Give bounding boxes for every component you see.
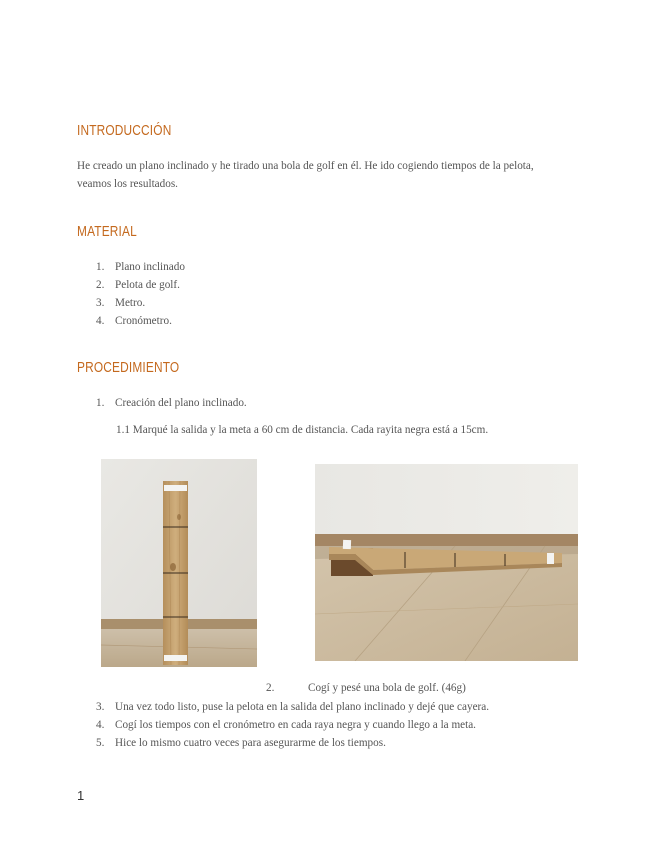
material-list [77,258,185,330]
list-number: 4. [96,315,105,327]
procedure-step-2 [266,682,466,694]
photo-vertical-board [101,459,257,667]
list-number: 5. [96,737,105,749]
list-item [77,698,489,716]
procedure-substep: 1.1 Marqué la salida y la meta a 60 cm de distancia. Cada rayita negra está a 15cm. [116,424,489,436]
procedure-step-1 [77,394,247,412]
list-text: Cogí los tiempos con el cronómetro en cada raya negra y cuando llego a la meta. [115,719,476,731]
list-text: Creación del plano inclinado. [115,397,247,409]
intro-heading: INTRODUCCIÓN [77,123,172,139]
intro-line-1: He creado un plano inclinado y he tirado una bola de golf en él. He ido cogiendo tiempos de la pelota, [77,160,534,172]
list-item [77,258,185,276]
vertical-board-image [101,459,257,667]
list-number: 3. [96,701,105,713]
list-text: Pelota de golf. [115,279,180,291]
list-text: Cogí y pesé una bola de golf. (46g) [308,682,466,694]
list-item [77,276,185,294]
intro-line-2: veamos los resultados. [77,178,178,190]
material-heading: MATERIAL [77,224,137,240]
list-text: Plano inclinado [115,261,185,273]
list-text: Una vez todo listo, puse la pelota en la salida del plano inclinado y dejé que cayera. [115,701,490,713]
inclined-plane-image [315,464,578,661]
list-number: 2. [266,682,275,694]
list-number: 2. [96,279,105,291]
list-number: 3. [96,297,105,309]
list-number: 4. [96,719,105,731]
list-number: 1. [96,397,105,409]
procedure-steps-list [77,698,489,752]
photo-inclined-plane [315,464,578,661]
list-item [77,312,185,330]
list-item [77,294,185,312]
page-number: 1 [77,788,85,803]
list-number: 1. [96,261,105,273]
list-text: Metro. [115,297,146,309]
list-text: Cronómetro. [115,315,172,327]
procedure-heading: PROCEDIMIENTO [77,360,180,376]
list-item [77,394,247,412]
list-item [77,716,489,734]
list-item [77,734,489,752]
intro-paragraph [77,157,577,193]
list-text: Hice lo mismo cuatro veces para asegurarme de los tiempos. [115,737,386,749]
